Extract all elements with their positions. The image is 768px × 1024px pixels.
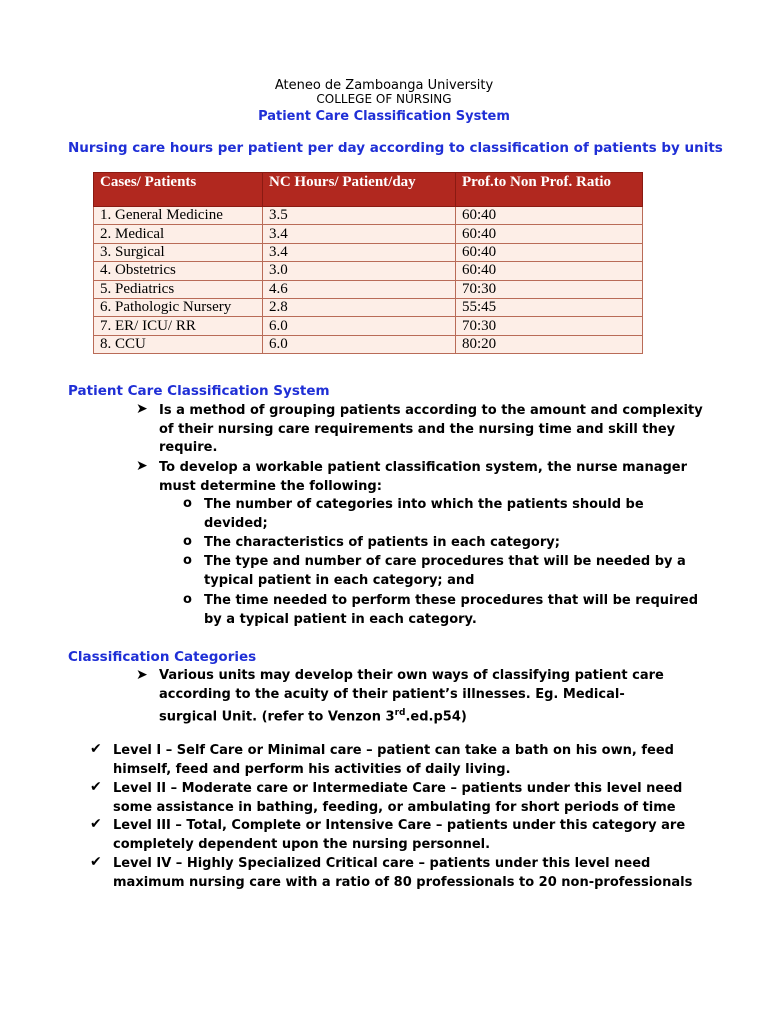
care-hours-table — [93, 172, 643, 354]
column-header-cases: Cases/ Patients — [94, 173, 263, 207]
section2-bullet-various-units — [159, 667, 679, 727]
checkmark-icon: ✔ — [90, 816, 102, 832]
subitem-characteristics: The characteristics of patients in each category; — [204, 535, 560, 550]
cell-case: 4. Obstetrics — [94, 262, 263, 280]
table-row — [94, 262, 643, 280]
circle-bullet-icon: o — [183, 553, 192, 568]
table-row — [94, 243, 643, 261]
circle-bullet-icon: o — [183, 534, 192, 549]
level-4-description: Level IV – Highly Specialized Critical care – patients under this level need maximum nursing care with a ratio of 80 professionals to 20 non-professionals — [113, 856, 693, 890]
cell-hours: 3.4 — [263, 225, 456, 243]
cell-ratio: 60:40 — [456, 243, 643, 261]
column-header-ratio: Prof.to Non Prof. Ratio — [456, 173, 643, 207]
cell-hours: 3.5 — [263, 207, 456, 225]
table-caption: Nursing care hours per patient per day according to classification of patients by units — [68, 140, 723, 156]
venzon-reference: .ed.p54) — [405, 709, 467, 725]
cell-case: 3. Surgical — [94, 243, 263, 261]
table-row — [94, 207, 643, 225]
cell-hours: 3.4 — [263, 243, 456, 261]
cell-case: 2. Medical — [94, 225, 263, 243]
table-row — [94, 317, 643, 335]
arrow-bullet-icon: ➤ — [136, 401, 148, 417]
table-row — [94, 225, 643, 243]
superscript-rd: rd — [394, 708, 406, 719]
cell-ratio: 60:40 — [456, 225, 643, 243]
column-header-hours: NC Hours/ Patient/day — [263, 173, 456, 207]
cell-ratio: 70:30 — [456, 280, 643, 298]
cell-ratio: 60:40 — [456, 207, 643, 225]
checkmark-icon: ✔ — [90, 741, 102, 757]
cell-hours: 6.0 — [263, 317, 456, 335]
cell-hours: 2.8 — [263, 298, 456, 316]
circle-bullet-icon: o — [183, 496, 192, 511]
section1-bullet-definition: Is a method of grouping patients according to the amount and complexity of their nursing care requirements and the nursing time and skill they require. — [159, 403, 703, 456]
subitem-categories: The number of categories into which the patients should be devided; — [204, 497, 644, 531]
document-title: Patient Care Classification System — [258, 109, 510, 124]
cell-hours: 3.0 — [263, 262, 456, 280]
cell-case: 1. General Medicine — [94, 207, 263, 225]
college-name: COLLEGE OF NURSING — [316, 92, 452, 106]
various-units-text: Various units may develop their own ways of classifying patient care according to the acuity of their patient’s illnesses. Eg. Medical-surgical Unit. (refer to Venzon 3 — [159, 668, 664, 725]
section-heading-classification-categories: Classification Categories — [68, 649, 257, 665]
table-header-row — [94, 173, 643, 207]
level-1-description: Level I – Self Care or Minimal care – patient can take a bath on his own, feed himself, feed and perform his activities of daily living. — [113, 743, 674, 777]
checkmark-icon: ✔ — [90, 854, 102, 870]
subitem-time-needed: The time needed to perform these procedures that will be required by a typical patient in each category. — [204, 593, 699, 627]
section1-bullet-develop: To develop a workable patient classification system, the nurse manager must determine the following: — [159, 460, 688, 494]
arrow-bullet-icon: ➤ — [136, 458, 148, 474]
cell-ratio: 80:20 — [456, 335, 643, 353]
circle-bullet-icon: o — [183, 592, 192, 607]
subitem-procedures: The type and number of care procedures that will be needed by a typical patient in each category; and — [204, 554, 686, 588]
level-2-description: Level II – Moderate care or Intermediate Care – patients under this level need some assistance in bathing, feeding, or ambulating for short periods of time — [113, 781, 683, 815]
section-heading-classification-system: Patient Care Classification System — [68, 383, 330, 399]
cell-ratio: 70:30 — [456, 317, 643, 335]
cell-case: 8. CCU — [94, 335, 263, 353]
cell-hours: 4.6 — [263, 280, 456, 298]
table-row — [94, 335, 643, 353]
table-row — [94, 298, 643, 316]
arrow-bullet-icon: ➤ — [136, 667, 148, 683]
cell-ratio: 60:40 — [456, 262, 643, 280]
checkmark-icon: ✔ — [90, 779, 102, 795]
table-row — [94, 280, 643, 298]
cell-case: 5. Pediatrics — [94, 280, 263, 298]
cell-hours: 6.0 — [263, 335, 456, 353]
cell-case: 6. Pathologic Nursery — [94, 298, 263, 316]
cell-case: 7. ER/ ICU/ RR — [94, 317, 263, 335]
level-3-description: Level III – Total, Complete or Intensive Care – patients under this category are completely dependent upon the nursing personnel. — [113, 818, 686, 852]
cell-ratio: 55:45 — [456, 298, 643, 316]
university-name: Ateneo de Zamboanga University — [274, 78, 494, 93]
